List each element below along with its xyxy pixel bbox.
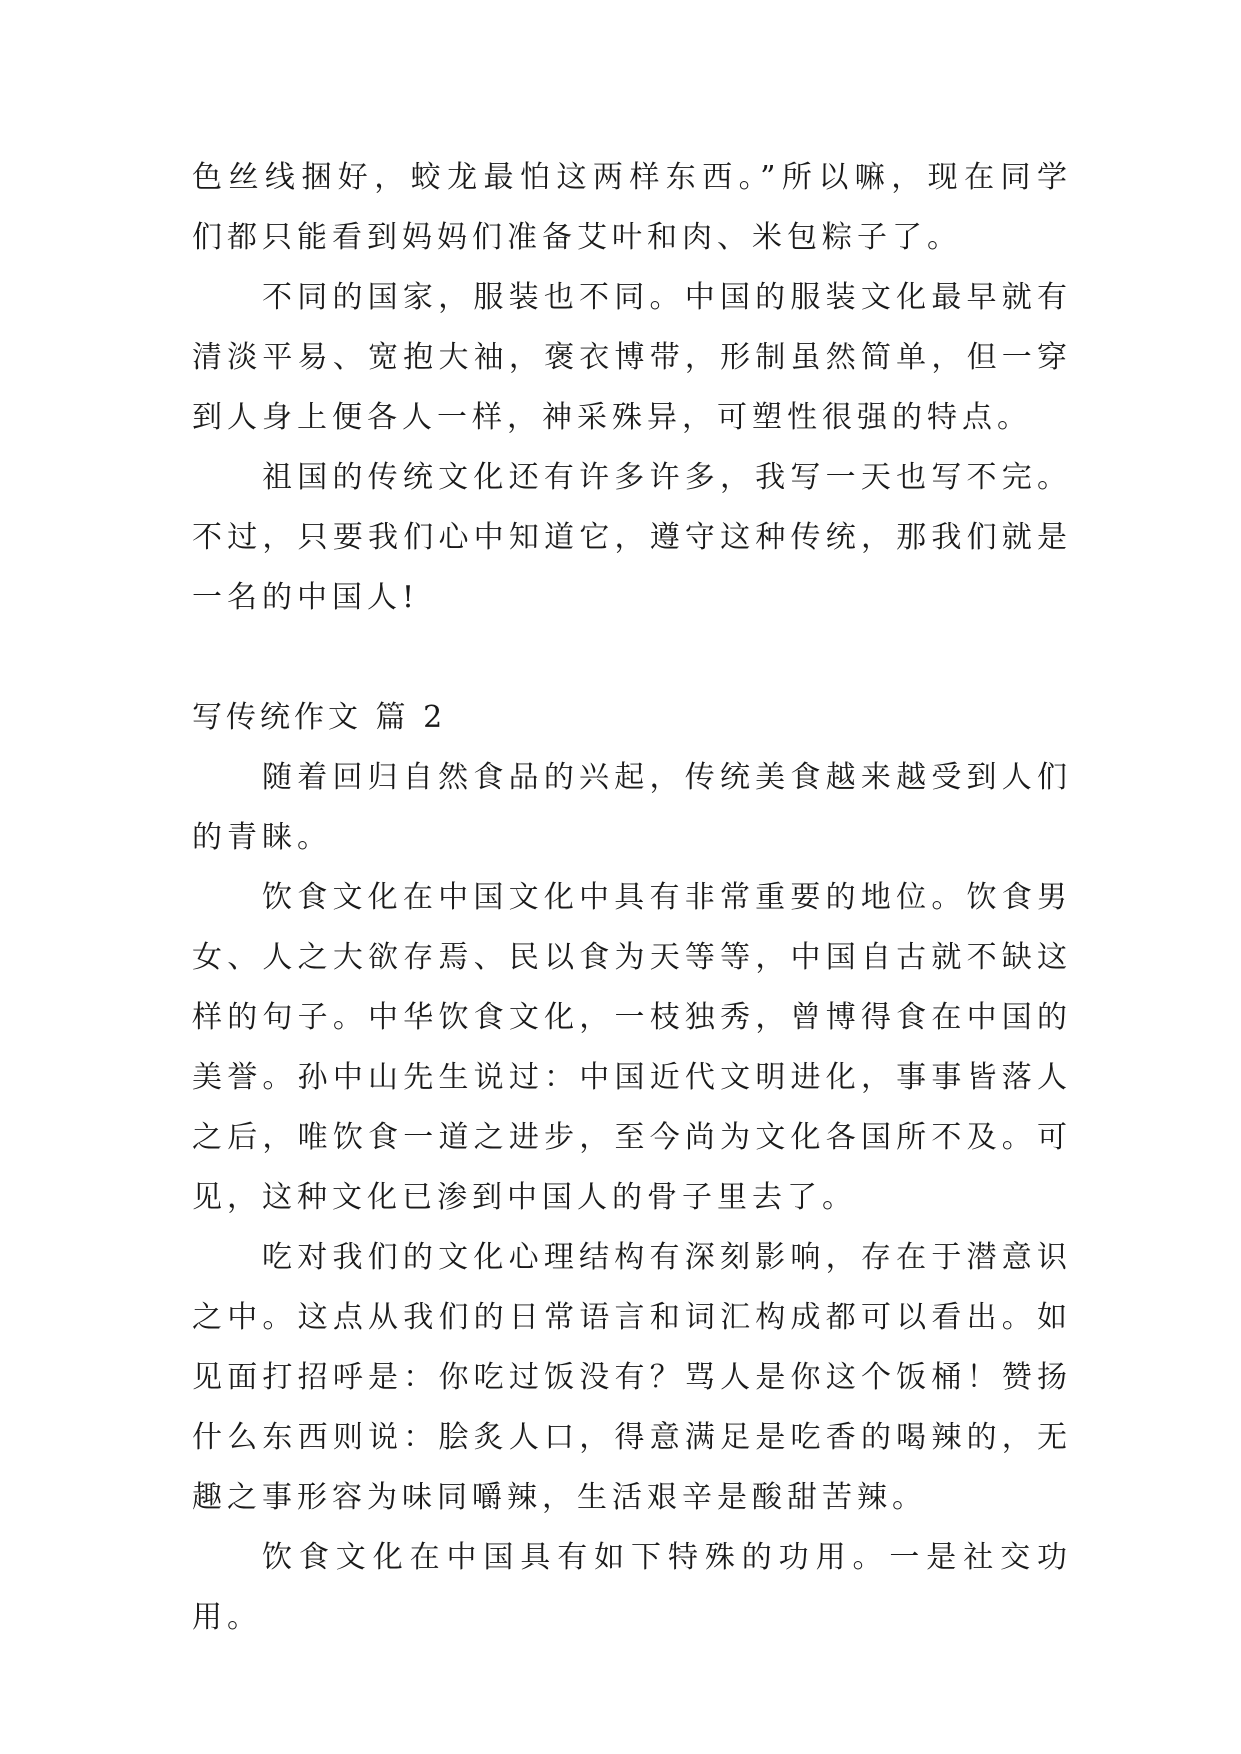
paragraph-clothing: 不同的国家，服装也不同。中国的服装文化最早就有清淡平易、宽抱大袖，褒衣博带，形制虽然简单，但一穿到人身上便各人一样，神采殊异，可塑性很强的特点。 xyxy=(192,280,1072,435)
paragraph-intro: 随着回归自然食品的兴起，传统美食越来越受到人们的青睐。 xyxy=(192,760,1072,855)
paragraph-social-function: 饮食文化在中国具有如下特殊的功用。一是社交功用。 xyxy=(192,1540,1072,1635)
paragraph-conclusion: 祖国的传统文化还有许多许多，我写一天也写不完。不过，只要我们心中知道它，遵守这种传统，那我们就是一名的中国人! xyxy=(192,460,1072,615)
paragraph-continued: 色丝线捆好，蛟龙最怕这两样东西。”所以嘛，现在同学们都只能看到妈妈们准备艾叶和肉、米包粽子了。 xyxy=(192,160,1072,255)
document-page xyxy=(192,148,1072,1648)
paragraph-eating-psychology: 吃对我们的文化心理结构有深刻影响，存在于潜意识之中。这点从我们的日常语言和词汇构成都可以看出。如见面打招呼是：你吃过饭没有？骂人是你这个饭桶！赞扬什么东西则说：脍炙人口，得意满足是吃香的喝辣的，无趣之事形容为味同嚼辣，生活艰辛是酸甜苦辣。 xyxy=(192,1240,1072,1515)
section-title: 写传统作文 篇 2 xyxy=(192,700,447,735)
paragraph-food-culture: 饮食文化在中国文化中具有非常重要的地位。饮食男女、人之大欲存焉、民以食为天等等，中国自古就不缺这样的句子。中华饮食文化，一枝独秀，曾博得食在中国的美誉。孙中山先生说过：中国近代文明进化，事事皆落人之后，唯饮食一道之进步，至今尚为文化各国所不及。可见，这种文化已渗到中国人的骨子里去了。 xyxy=(192,880,1072,1215)
